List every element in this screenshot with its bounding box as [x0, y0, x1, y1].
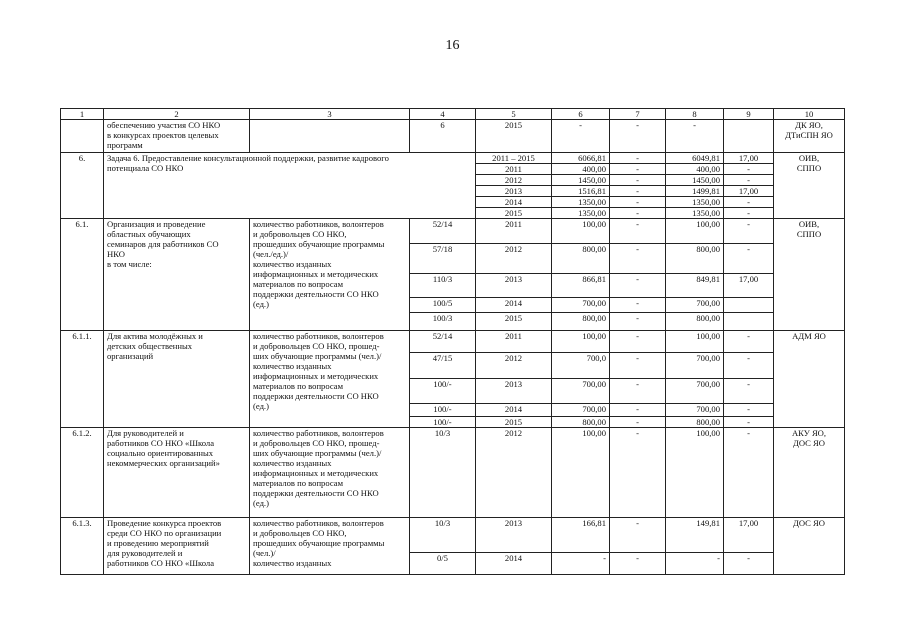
- measure-cell-line: для руководителей и: [107, 548, 183, 558]
- total-cell: 800,00: [552, 244, 610, 274]
- other-cell: 17,00: [724, 274, 774, 298]
- table-row: [61, 518, 845, 553]
- regional-cell: 1350,00: [666, 197, 724, 208]
- executor-cell: [774, 518, 845, 575]
- other-cell: -: [724, 331, 774, 353]
- year-cell: 2011: [476, 219, 552, 244]
- measure-cell-line: некоммерческих организаций»: [107, 458, 220, 468]
- regional-cell: -: [666, 553, 724, 575]
- year-cell: 2014: [476, 553, 552, 575]
- federal-cell: -: [610, 353, 666, 379]
- other-cell: -: [724, 353, 774, 379]
- regional-cell: 700,00: [666, 298, 724, 313]
- indicator-value: 52/14: [410, 331, 476, 353]
- measure-cell-line: Проведение конкурса проектов: [107, 518, 222, 528]
- total-cell: 6066,81: [552, 153, 610, 164]
- indicator-cell-line: материалов по вопросам: [253, 478, 344, 488]
- table-body: [61, 109, 845, 575]
- federal-cell: -: [610, 244, 666, 274]
- other-cell: -: [724, 219, 774, 244]
- regional-cell: 800,00: [666, 313, 724, 331]
- federal-cell: -: [610, 428, 666, 518]
- indicator-cell-line: информационных и методических: [253, 371, 379, 381]
- federal-cell: -: [610, 313, 666, 331]
- column-header: 1: [61, 109, 104, 120]
- indicator-cell-line: ших обучающие программы (чел.)/: [253, 448, 382, 458]
- year-cell: 2011: [476, 164, 552, 175]
- regional-cell: -: [666, 120, 724, 153]
- other-cell: 17,00: [724, 518, 774, 553]
- year-cell: 2015: [476, 417, 552, 428]
- regional-cell: 1350,00: [666, 208, 724, 219]
- indicator-value: 100/-: [410, 417, 476, 428]
- regional-cell: 700,00: [666, 353, 724, 379]
- total-cell: 100,00: [552, 219, 610, 244]
- column-header: 9: [724, 109, 774, 120]
- measure-cell-line: среди СО НКО по организации: [107, 528, 222, 538]
- row-number: 6.1.: [61, 219, 104, 331]
- row-number: 6.1.2.: [61, 428, 104, 518]
- year-cell: 2014: [476, 197, 552, 208]
- table-row: [61, 120, 845, 153]
- executor-cell-line: СППО: [796, 229, 822, 239]
- year-cell: 2013: [476, 379, 552, 404]
- executor-cell-line: АДМ ЯО: [792, 331, 826, 341]
- indicator-cell-line: ших обучающие программы (чел.)/: [253, 351, 382, 361]
- indicator-cell-line: материалов по вопросам: [253, 381, 344, 391]
- total-cell: 700,0: [552, 353, 610, 379]
- federal-cell: -: [610, 518, 666, 553]
- other-cell: [724, 120, 774, 153]
- executor-cell-line: ДК ЯО,: [795, 120, 823, 130]
- total-cell: 800,00: [552, 313, 610, 331]
- regional-cell: 700,00: [666, 379, 724, 404]
- federal-cell: -: [610, 153, 666, 164]
- indicator-value: 0/5: [410, 553, 476, 575]
- row-number: 6.: [61, 153, 104, 219]
- federal-cell: -: [610, 404, 666, 417]
- indicator-value: 10/3: [410, 428, 476, 518]
- measure-cell-line: социально ориентированных: [107, 448, 214, 458]
- indicator-value: 10/3: [410, 518, 476, 553]
- indicator-cell-line: и добровольцев СО НКО,: [253, 528, 347, 538]
- other-cell: -: [724, 197, 774, 208]
- indicator-cell-line: количество работников, волонтеров: [253, 331, 384, 341]
- regional-cell: 849,81: [666, 274, 724, 298]
- federal-cell: -: [610, 208, 666, 219]
- column-header: 4: [410, 109, 476, 120]
- executor-cell: [774, 428, 845, 518]
- regional-cell: 800,00: [666, 417, 724, 428]
- other-cell: -: [724, 175, 774, 186]
- table-row: [61, 153, 845, 164]
- federal-cell: -: [610, 164, 666, 175]
- regional-cell: 400,00: [666, 164, 724, 175]
- indicator-cell-line: (ед.): [253, 498, 269, 508]
- other-cell: 17,00: [724, 153, 774, 164]
- indicator-cell: [250, 331, 410, 428]
- other-cell: -: [724, 208, 774, 219]
- column-header: 7: [610, 109, 666, 120]
- row-number: 6.1.1.: [61, 331, 104, 428]
- measure-cell-line: работников СО НКО «Школа: [107, 438, 215, 448]
- executor-cell: [774, 120, 845, 153]
- measure-cell-line: областных обучающих: [107, 229, 191, 239]
- measure-cell: [104, 120, 250, 153]
- year-cell: 2014: [476, 404, 552, 417]
- indicator-value: 47/15: [410, 353, 476, 379]
- indicator-cell: [250, 518, 410, 575]
- other-cell: -: [724, 244, 774, 274]
- federal-cell: -: [610, 175, 666, 186]
- other-cell: -: [724, 417, 774, 428]
- row-number: 6.1.3.: [61, 518, 104, 575]
- indicator-cell-line: и добровольцев СО НКО, прошед-: [253, 438, 380, 448]
- year-cell: 2015: [476, 313, 552, 331]
- year-cell: 2015: [476, 208, 552, 219]
- page-number: 16: [445, 38, 460, 53]
- executor-cell: [774, 219, 845, 331]
- other-cell: -: [724, 428, 774, 518]
- indicator-cell-line: количество работников, волонтеров: [253, 219, 384, 229]
- federal-cell: -: [610, 274, 666, 298]
- regional-cell: 6049,81: [666, 153, 724, 164]
- indicator-cell-line: прошедших обучающие программы: [253, 239, 385, 249]
- measure-cell-line: Для руководителей и: [107, 428, 184, 438]
- table-row: [61, 219, 845, 244]
- federal-cell: -: [610, 219, 666, 244]
- measure-cell: [104, 331, 250, 428]
- federal-cell: -: [610, 417, 666, 428]
- total-cell: -: [552, 120, 610, 153]
- indicator-cell-line: количество работников, волонтеров: [253, 518, 384, 528]
- task-title-line: Задача 6. Предоставление консультационной поддержки, развитие кадрового: [107, 153, 389, 163]
- measure-cell-line: детских общественных: [107, 341, 193, 351]
- other-cell: [724, 313, 774, 331]
- indicator-cell-line: (ед.): [253, 401, 269, 411]
- regional-cell: 100,00: [666, 219, 724, 244]
- year-cell: 2012: [476, 353, 552, 379]
- federal-cell: -: [610, 298, 666, 313]
- indicator-cell-line: (чел./ед.)/: [253, 249, 289, 259]
- regional-cell: 1499,81: [666, 186, 724, 197]
- indicator-value: 57/18: [410, 244, 476, 274]
- other-cell: 17,00: [724, 186, 774, 197]
- indicator-cell-line: количество изданных: [253, 259, 332, 269]
- indicator-cell-line: количество изданных: [253, 361, 332, 371]
- column-header: 6: [552, 109, 610, 120]
- measure-cell-line: и проведению мероприятий: [107, 538, 209, 548]
- indicator-cell-line: и добровольцев СО НКО, прошед-: [253, 341, 380, 351]
- measure-cell-line: работников СО НКО «Школа: [107, 558, 215, 568]
- total-cell: -: [552, 553, 610, 575]
- indicator-cell-line: поддержки деятельности СО НКО: [253, 488, 379, 498]
- indicator-value: 100/3: [410, 313, 476, 331]
- indicator-cell-line: материалов по вопросам: [253, 279, 344, 289]
- row-number: [61, 120, 104, 153]
- indicator-cell-line: прошедших обучающие программы: [253, 538, 385, 548]
- regional-cell: 800,00: [666, 244, 724, 274]
- regional-cell: 100,00: [666, 428, 724, 518]
- header-row: [61, 109, 845, 120]
- total-cell: 1350,00: [552, 197, 610, 208]
- indicator-value: 52/14: [410, 219, 476, 244]
- indicator-cell-line: количество изданных: [253, 458, 332, 468]
- indicator-value: 110/3: [410, 274, 476, 298]
- total-cell: 1350,00: [552, 208, 610, 219]
- indicator-cell: [250, 219, 410, 331]
- indicator-cell-line: информационных и методических: [253, 269, 379, 279]
- measure-cell-line: обеспечению участия СО НКО: [107, 120, 221, 130]
- column-header: 2: [104, 109, 250, 120]
- column-header: 8: [666, 109, 724, 120]
- indicator-cell-line: (ед.): [253, 299, 269, 309]
- other-cell: -: [724, 404, 774, 417]
- federal-cell: -: [610, 331, 666, 353]
- indicator-cell-line: поддержки деятельности СО НКО: [253, 289, 379, 299]
- total-cell: 800,00: [552, 417, 610, 428]
- other-cell: -: [724, 379, 774, 404]
- executor-cell-line: АКУ ЯО,: [791, 428, 827, 438]
- federal-cell: -: [610, 553, 666, 575]
- executor-cell: [774, 153, 845, 219]
- indicator-value: 6: [410, 120, 476, 153]
- column-header: 10: [774, 109, 845, 120]
- year-cell: 2014: [476, 298, 552, 313]
- measure-cell-line: Организация и проведение: [107, 219, 206, 229]
- program-table: [60, 108, 845, 575]
- regional-cell: 700,00: [666, 404, 724, 417]
- year-cell: 2012: [476, 244, 552, 274]
- year-cell: 2012: [476, 175, 552, 186]
- executor-cell-line: СППО: [796, 163, 822, 173]
- total-cell: 700,00: [552, 379, 610, 404]
- indicator-cell-line: количество изданных: [253, 558, 332, 568]
- total-cell: 100,00: [552, 331, 610, 353]
- indicator-cell: [250, 120, 410, 153]
- measure-cell-line: в том числе:: [107, 259, 152, 269]
- column-header: 5: [476, 109, 552, 120]
- task-title-line: потенциала СО НКО: [107, 163, 184, 173]
- measure-cell: [104, 428, 250, 518]
- total-cell: 1516,81: [552, 186, 610, 197]
- measure-cell-line: организаций: [107, 351, 154, 361]
- regional-cell: 149,81: [666, 518, 724, 553]
- year-cell: 2015: [476, 120, 552, 153]
- executor-cell: [774, 331, 845, 428]
- executor-cell-line: ОИВ,: [798, 219, 820, 229]
- total-cell: 400,00: [552, 164, 610, 175]
- executor-cell-line: ДОС ЯО: [793, 438, 825, 448]
- indicator-cell-line: поддержки деятельности СО НКО: [253, 391, 379, 401]
- federal-cell: -: [610, 120, 666, 153]
- total-cell: 1450,00: [552, 175, 610, 186]
- measure-cell-line: Для актива молодёжных и: [107, 331, 203, 341]
- indicator-cell-line: (чел.)/: [253, 548, 276, 558]
- measure-cell-line: НКО: [107, 249, 125, 259]
- regional-cell: 1450,00: [666, 175, 724, 186]
- measure-cell: [104, 518, 250, 575]
- federal-cell: -: [610, 379, 666, 404]
- measure-cell-line: программ: [107, 140, 143, 150]
- indicator-value: 100/-: [410, 404, 476, 417]
- indicator-cell-line: и добровольцев СО НКО,: [253, 229, 347, 239]
- total-cell: 166,81: [552, 518, 610, 553]
- measure-cell-line: в конкурсах проектов целевых: [107, 130, 219, 140]
- regional-cell: 100,00: [666, 331, 724, 353]
- indicator-cell-line: информационных и методических: [253, 468, 379, 478]
- column-header: 3: [250, 109, 410, 120]
- year-cell: 2012: [476, 428, 552, 518]
- federal-cell: -: [610, 186, 666, 197]
- table-row: [61, 428, 845, 518]
- other-cell: [724, 298, 774, 313]
- year-cell: 2013: [476, 518, 552, 553]
- executor-cell-line: ДОС ЯО: [793, 518, 825, 528]
- other-cell: -: [724, 164, 774, 175]
- year-cell: 2011 – 2015: [476, 153, 552, 164]
- year-cell: 2013: [476, 274, 552, 298]
- executor-cell-line: ДТиСПН ЯО: [785, 130, 833, 140]
- measure-cell-line: семинаров для работников СО: [107, 239, 219, 249]
- total-cell: 700,00: [552, 298, 610, 313]
- federal-cell: -: [610, 197, 666, 208]
- year-cell: 2011: [476, 331, 552, 353]
- indicator-cell-line: количество работников, волонтеров: [253, 428, 384, 438]
- total-cell: 866,81: [552, 274, 610, 298]
- indicator-cell: [250, 428, 410, 518]
- indicator-value: 100/5: [410, 298, 476, 313]
- measure-cell: [104, 219, 250, 331]
- executor-cell-line: ОИВ,: [798, 153, 820, 163]
- task-title: [104, 153, 476, 219]
- year-cell: 2013: [476, 186, 552, 197]
- table-row: [61, 331, 845, 353]
- indicator-value: 100/-: [410, 379, 476, 404]
- total-cell: 100,00: [552, 428, 610, 518]
- other-cell: -: [724, 553, 774, 575]
- total-cell: 700,00: [552, 404, 610, 417]
